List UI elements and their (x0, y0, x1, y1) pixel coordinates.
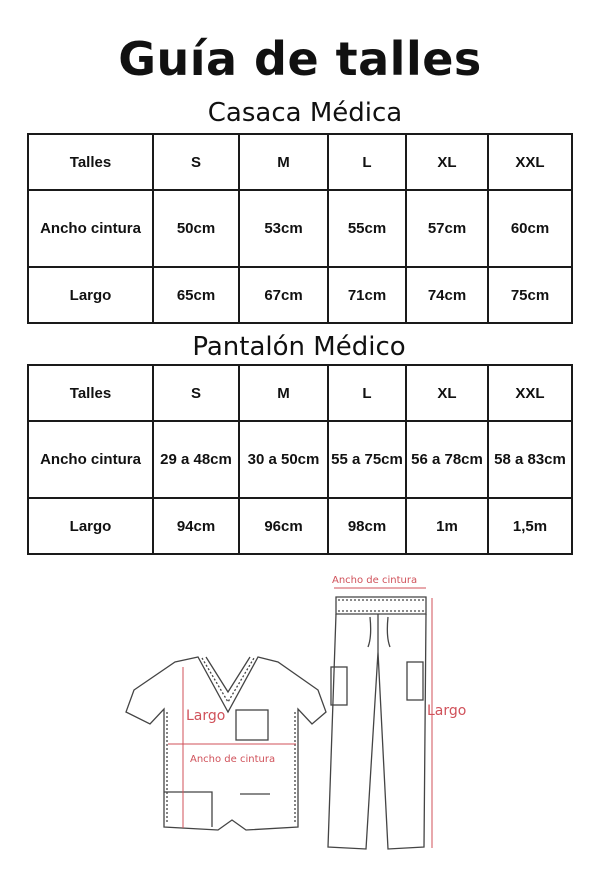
table-cell: 94cm (153, 498, 239, 554)
table-cell: 67cm (239, 267, 328, 323)
table-header-row (28, 365, 572, 421)
scrubs-measurement-illustration (120, 562, 467, 862)
table-cell: 75cm (488, 267, 572, 323)
table-cell: 58 a 83cm (488, 421, 572, 498)
pants-measure-lines (334, 588, 432, 848)
table-cell: 96cm (239, 498, 328, 554)
header-cell: M (239, 365, 328, 421)
table-row (28, 421, 572, 498)
table-cell: 50cm (153, 190, 239, 267)
header-cell: L (328, 134, 406, 190)
table-cell: 55cm (328, 190, 406, 267)
header-cell: XXL (488, 134, 572, 190)
header-cell: Talles (28, 134, 153, 190)
header-cell: XL (406, 134, 488, 190)
top-measure-lines (168, 667, 296, 828)
pantalon-subtitle: Pantalón Médico (192, 332, 406, 362)
header-cell: M (239, 134, 328, 190)
header-cell: L (328, 365, 406, 421)
table-cell: 65cm (153, 267, 239, 323)
table-cell: 53cm (239, 190, 328, 267)
table-row (28, 190, 572, 267)
table-cell: 71cm (328, 267, 406, 323)
header-cell: S (153, 134, 239, 190)
header-cell: S (153, 365, 239, 421)
table-cell: 1m (406, 498, 488, 554)
table-cell: 74cm (406, 267, 488, 323)
table-cell: 56 a 78cm (406, 421, 488, 498)
table-cell: 30 a 50cm (239, 421, 328, 498)
header-cell: XXL (488, 365, 572, 421)
table-cell: 55 a 75cm (328, 421, 406, 498)
row-label-cell: Largo (28, 498, 153, 554)
pantalon-size-table (27, 364, 573, 555)
table-row (28, 498, 572, 554)
table-cell: 60cm (488, 190, 572, 267)
table-cell: 57cm (406, 190, 488, 267)
pants-length-label: Largo (427, 703, 467, 719)
table-cell: 98cm (328, 498, 406, 554)
top-length-label: Largo (186, 708, 226, 724)
header-cell: XL (406, 365, 488, 421)
pants-waist-label: Ancho de cintura (332, 575, 418, 586)
casaca-size-table (27, 133, 573, 324)
row-label-cell: Largo (28, 267, 153, 323)
row-label-cell: Ancho cintura (28, 421, 153, 498)
header-cell: Talles (28, 365, 153, 421)
table-cell: 29 a 48cm (153, 421, 239, 498)
table-cell: 1,5m (488, 498, 572, 554)
top-waist-label: Ancho de cintura (190, 754, 276, 765)
scrub-pants-drawing (328, 597, 426, 849)
table-header-row (28, 134, 572, 190)
table-row (28, 267, 572, 323)
row-label-cell: Ancho cintura (28, 190, 153, 267)
casaca-subtitle: Casaca Médica (207, 98, 403, 128)
page-title: Guía de talles (118, 32, 482, 86)
